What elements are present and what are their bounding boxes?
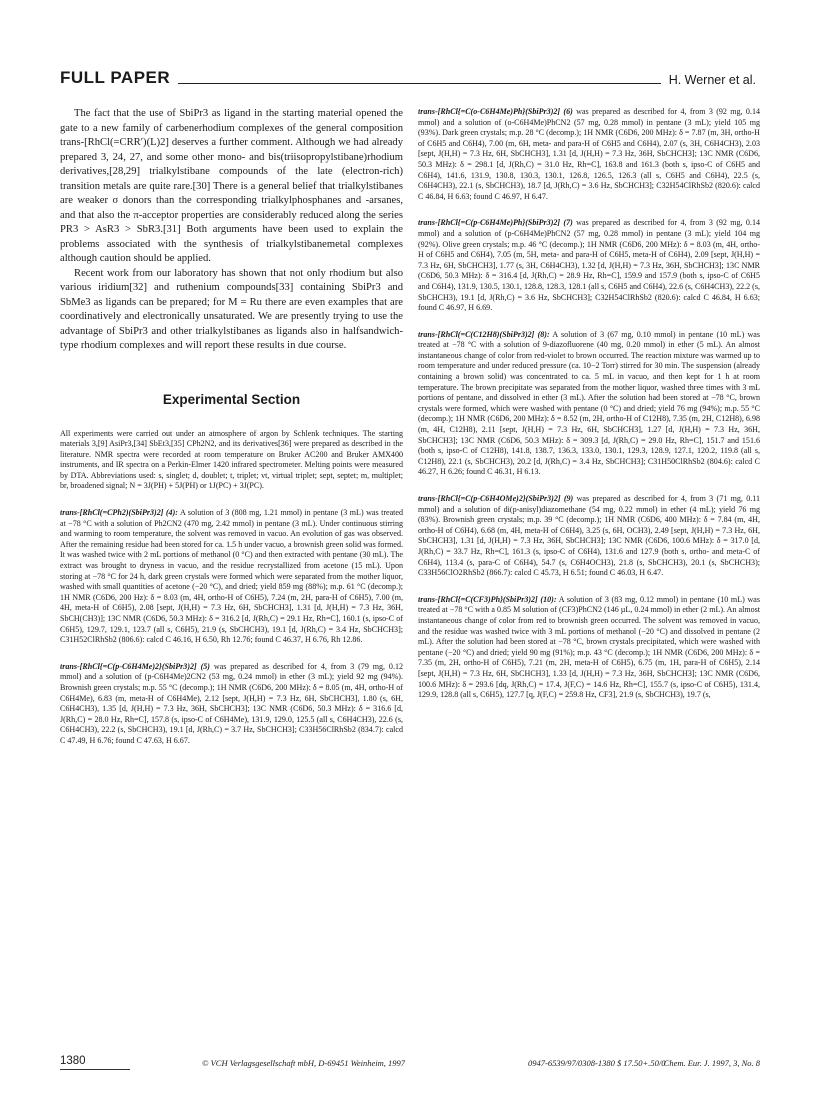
intro-paragraph: Recent work from our laboratory has shown that not only rhodium but also various iridium[32] and ruthenium compounds[33] containing SbiPr3 and SbMe3 as ligands can be prepared; for M = Ru there are even examples that are coordinatively and electronically unsaturated. We are presently trying to use the advantage of SbiPr3 and other trialkylstibanes as ligands also in halfsandwich-type rhodium complexes and will report these results in due course.: [60, 267, 403, 351]
intro-paragraph: The fact that the use of SbiPr3 as ligand in the starting material opened the gate to a new family of carbenerhodium complexes of the general composition trans-[RhCl(=CRR′)(L)2] deserves a further comment. Although we had already prepared 3, 24, 27, and some other mono- and bis(triisopropylstibane)rhodium derivatives,[28,29] trialkylstibane compounds of the late (electron-rich) transition metals are quite rare.[30] There is a general belief that trialkylstibanes are weaker σ donors than the corresponding trialkylphosphanes and -arsanes, and that also the π-acceptor properties are considerably reduced along the series PR3 > AsR3 > SbR3.[31] Both arguments have been used to explain the problems associated with the synthesis of trialkylstibanemetal complexes although caution should be applied.: [60, 108, 403, 264]
compound-entry: [418, 330, 760, 478]
compound-text: was prepared as described for 4, from 3 (71 mg, 0.11 mmol) and a solution of di(p-anisyl)diazomethane (54 mg, 0.22 mmol) in ether (4 mL); yield 76 mg (83%). Brownish green crystals; m.p. 39 °C (decomp.); 1H NMR (C6D6, 400 MHz): δ = 7.84 (m, 4H, ortho-H of C6H4), 6.68 (m, 4H, meta-H of C6H4), 3.25 (s, 6H, OCH3), 2.49 [sept, J(H,H) = 7.3 Hz, 6H, SbCHCH3], 1.31 [d, J(H,H) = 7.3 Hz, 36H, SbCHCH3]; 13C NMR (C6D6, 100.6 MHz): δ = 317.0 [d, J(Rh,C) = 33.7 Hz, Rh=C], 161.3 (s, ipso-C of C6H4), 131.6 and 127.9 (both s, ortho- and meta-C of C6H4), 113.4 (s, para-C of C6H4), 54.7 (s, C6H4OCH3), 21.8 (s, SbCHCH3), 20.1 (s, SbCHCH3); C33H56ClO2RhSb2 (866.7): calcd C 45.73, H 6.51; found C 46.03, H 6.47.: [418, 494, 760, 578]
compound-heading: trans-[RhCl{=C(CF3)Ph}(SbiPr3)2] (10):: [418, 594, 557, 604]
compound-heading: trans-[RhCl(=C(C12H8)(SbiPr3)2] (8):: [418, 329, 550, 339]
page-footer: [60, 1055, 760, 1075]
publisher-line: © VCH Verlagsgesellschaft mbH, D-69451 Weinheim, 1997: [202, 1058, 406, 1068]
compound-entry: [60, 662, 403, 747]
compound-entry: [60, 508, 403, 646]
compound-heading: trans-[RhCl{=C(p-C6H4OMe)2}(SbiPr3)2] (9): [418, 494, 574, 503]
issn-line: 0947-6539/97/0308-1380 $ 17.50+.50/0: [528, 1058, 666, 1068]
compound-text: A solution of 3 (808 mg, 1.21 mmol) in pentane (3 mL) was treated at −78 °C with a solution of Ph2CN2 (470 mg, 2.42 mmol) in pentane (3 mL). Under continuous stirring and warming to room temperature, the solvent was removed in vacuo. An evolution of gas was observed. After the remaining residue had been stored for ca. 1.5 h under vacuo, a brownish green solid was formed. It was washed twice with 2 mL portions of methanol (0 °C) and then extracted with pentane (30 mL). The extract was brought to dryness in vacuo, and the residue recrystallized from acetone (15 mL). Upon storing at −78 °C for 24 h, dark green crystals were formed which were separated from the mother liquor, washed with small quantities of acetone (−20 °C), and dried; yield 859 mg (88%); m.p. 61 °C (decomp.); 1H NMR (C6D6, 200 Hz): δ = 8.03 (m, 4H, ortho-H of C6H5), 7.24 (m, 2H, para-H of C6H5), 7.00 (m, 4H, meta-H of C6H5), 2.08 [sept, J(H,H) = 7.3 Hz, 6H, SbCHCH3], 1.31 [d, J(H,H) = 7.3 Hz, 36H, SbCH(CH3)]; 13C NMR (C6D6, 50.3 MHz): δ = 316.2 [d, J(Rh,C) = 29.1 Hz, Rh=C], 160.1 (s, ipso-C of C6H5), 129.7, 129.1, 123.7 (all s, C6H5), 21.9 (s, SbCHCH3), 19.1 [d, J(Rh,C) = 3.4 Hz, SbCHCH3]; C31H52ClRhSb2 (806.6): calcd C 46.16, H 6.50, Rh 12.76; found C 46.37, H 6.76, Rh 12.86.: [60, 508, 403, 645]
compound-heading: trans-[RhCl{=C(o-C6H4Me)Ph}(SbiPr3)2] (6): [418, 107, 573, 116]
running-header: [60, 64, 756, 88]
compound-text: A solution of 3 (83 mg, 0.12 mmol) in pentane (10 mL) was treated at −78 °C with a 0.85 M solution of (CF3)PhCN2 (146 µL, 0.24 mmol) in ether (2 mL). An almost instantaneous change of color from red to brownish green occurred. The solvent was removed in vacuo, and the residue was washed twice with 3 mL portions of methanol (−20 °C) and dissolved in pentane (2 mL). After the solution had been stored at −78 °C, brown crystals precipitated, which were washed with pentane (−20 °C) and dried; yield 90 mg (91%); m.p. 43 °C (decomp.); 1H NMR (C6D6, 200 MHz): δ = 7.35 (m, 2H, ortho-H of C6H5), 7.21 (m, 2H, meta-H of C6H5), 6.75 (m, 1H, para-H of C6H5), 2.14 [sept, J(H,H) = 7.3 Hz, 6H, SbCHCH3], 1.33 [d, J(H,H) = 7.3 Hz, 36H, SbCHCH3]; 13C NMR (C6D6, 100.6 MHz): δ = 293.6 [dq, J(Rh,C) = 17.4, J(F,C) = 14.6 Hz, Rh=C], 155.7 (s, ipso-C of C6H5), 131.4, 129.9, 128.8 (all s, C6H5), 127.7 [q, J(F,C) = 259.8 Hz, CF3], 21.9 (s, SbCHCH3), 19.7 (s,: [418, 594, 760, 700]
section-label: FULL PAPER: [60, 68, 171, 87]
compound-heading: trans-[RhCl{=C(p-C6H4Me)2}(SbiPr3)2] (5): [60, 661, 210, 671]
journal-citation: Chem. Eur. J. 1997, 3, No. 8: [663, 1058, 760, 1068]
section-title: Experimental Section: [162, 391, 301, 407]
general-methods: All experiments were carried out under an atmosphere of argon by Schlenk techniques. The starting materials 3,[9] AsiPr3,[34] SbEt3,[35] CPh2N2, and its derivatives[36] were prepared as described in the literature. NMR spectra were recorded at room temperature on Bruker AC200 and Bruker AMX400 instruments, and IR spectra on a Perkin-Elmer 1420 infrared spectrometer. Melting points were measured by DTA. Abbreviations used: s, singlet; d, doublet; t, triplet; vt, virtual triplet; sept, septet; m, multiplet; br, broadened signal; N = 3J(PH) + 5J(PH) or 1J(PC) + 3J(PC).: [60, 428, 403, 491]
compound-heading: trans-[RhCl{=C(p-C6H4Me)Ph}(SbiPr3)2] (7): [418, 218, 573, 228]
compound-heading: trans-[RhCl(=CPh2)(SbiPr3)2] (4):: [60, 508, 178, 518]
page-number: 1380: [60, 1055, 86, 1067]
header-rule: [178, 83, 661, 84]
compound-text: was prepared as described for 4, from 3 (92 mg, 0.14 mmol) and a solution of (o-C6H4Me)PhCN2 (57 mg, 0.28 mmol) in pentane (3 mL); yield 105 mg (93%). Dark green crystals; m.p. 28 °C (decomp.); 1H NMR (C6D6, 200 MHz): δ = 7.87 (m, 3H, ortho-H of C6H5 and C6H4), 7.00 (m, 6H, meta- and para-H of C6H5 and C6H4), 2.07 (s, 3H, C6H4CH3), 2.03 [sept, J(H,H) = 7.3 Hz, 6H, SbCHCH3], 1.31 [d, J(H,H) = 7.3 Hz, 36H, SbCHCH3]; 13C NMR (C6D6, 50.3 MHz): δ = 298.1 [d, J(Rh,C) = 31.0 Hz, Rh=C], 163.8 and 161.3 (both s, ipso-C of C6H5 and C6H4), 141.6, 131.9, 130.8, 130.3, 130.1, 126.8, 126.5, 126.3 (all s, C6H5 and C6H4), 22.5 (s, C6H4CH3), 22.1 (s, SbCHCH3), 18.7 [d, J(Rh,C) = 3.6 Hz, SbCHCH3]; C32H54ClRhSb2 (820.6): calcd C 46.84, H 6.63; found C 46.97, H 6.47.: [418, 107, 760, 201]
footer-rule: [60, 1069, 130, 1070]
compound-entry: [418, 595, 760, 701]
compound-entry: [418, 107, 760, 202]
compound-entry: [418, 218, 760, 313]
right-column: [418, 107, 760, 701]
compound-text: was prepared as described for 4, from 3 (92 mg, 0.14 mmol) and a solution of (p-C6H4Me)PhCN2 (57 mg, 0.28 mmol) in pentane (3 mL); yield 104 mg (92%). Olive green crystals; m.p. 46 °C (decomp.); 1H NMR (C6D6, 200 MHz): δ = 8.03 (m, 4H, ortho-H of C6H5 and C6H4), 7.05 (m, 5H, meta- and para-H of C6H5, meta-H of C6H4), 2.09 [sept, J(H,H) = 7.3 Hz, 6H, SbCHCH3], 1.77 (s, 3H, C6H4CH3), 1.32 [d, J(H,H) = 7.3 Hz, 36H, SbCHCH3]; 13C NMR (C6D6, 50.3 MHz): δ = 316.4 [d, J(Rh,C) = 28.9 Hz, Rh=C], 159.9 and 157.9 (both s, ipso-C of C6H5 and C6H4), 131.9, 130.5, 130.1, 128.8, 128.3, 128.1 (all s, C6H5 and C6H4), 22.6 (s, C6H4CH3), 22.2 (s, SbCHCH3), 19.1 [d, J(Rh,C) = 3.6 Hz, SbCHCH3]; C32H54ClRhSb2 (820.6): calcd C 46.84, H 6.63; found C 46.97, H 6.69.: [418, 218, 760, 313]
left-column: [60, 107, 403, 747]
compound-text: A solution of 3 (67 mg, 0.10 mmol) in pentane (10 mL) was treated at −78 °C with a solution of 9-diazofluorene (40 mg, 0.20 mmol) in ether (5 mL). An almost instantaneous change of color from red-violet to brown occurred. The reaction mixture was warmed up to room temperature and under reduced pressure (ca. 10−2 Torr) stirred for 30 min. The suspension (already containing a brown solid) was concentrated to ca. 5 mL in vacuo, and then kept for 1 h at room temperature. The brown precipitate was separated from the mother liquor, washed three times with 3 mL portions of pentane, and dissolved in ether (3 mL). After the solution had been stored at −78 °C, brown crystals were formed, which were washed with pentane (0 °C) and dried; yield 76 mg (94%); m.p. 55 °C (decomp.); 1H NMR (C6D6, 200 MHz): δ = 8.52 (m, 2H, ortho-H of C12H8), 7.35 (m, 2H, C12H8), 6.98 (m, 4H, C12H8), 2.11 [sept, J(H,H) = 7.3 Hz, 6H, SbCHCH3], 1.27 [d, J(H,H) = 7.3 Hz, 36H, SbCHCH3]; 13C NMR (C6D6, 50.3 MHz): δ = 309.3 [d, J(Rh,C) = 29.0 Hz, Rh=C], 151.7 and 151.6 (both s, ipso-C of C12H8), 141.8, 138.7, 136.3, 133.0, 130.1, 129.3, 128.9, 127.1, 120.2, 119.8 (all s, C12H8), 22.1 (s, SbCHCH3), 20.2 [d, J(Rh,C) = 3.4 Hz, SbCHCH3]; C31H50ClRhSb2 (804.6): calcd C 46.27, H 6.26; found C 46.31, H 6.13.: [418, 329, 760, 477]
compound-entry: [418, 494, 760, 579]
author-line: H. Werner et al.: [668, 73, 756, 87]
compound-text: was prepared as described for 4, from 3 (79 mg, 0.12 mmol) and a solution of (p-C6H4Me)2CN2 (53 mg, 0.24 mmol) in ether (3 mL); yield 92 mg (94%). Brownish green crystals; m.p. 55 °C (decomp.); 1H NMR (C6D6, 200 MHz): δ = 8.05 (m, 4H, ortho-H of C6H4Me), 6.83 (m, meta-H of C6H4Me), 2.12 [sept, J(H,H) = 7.3 Hz, 6H, SbCHCH3], 1.80 (s, 6H, C6H4CH3), 1.35 [d, J(H,H) = 7.3 Hz, 36H, SbCHCH3]; 13C NMR (C6D6, 50.3 MHz): δ = 316.6 [d, J(Rh,C) = 28.0 Hz, Rh=C], 157.8 (s, ipso-C of C6H4Me), 131.9, 129.0, 125.5 (all s, C6H4CH3), 22.6 (s, C6H4CH3), 22.2 (s, SbCHCH3), 19.1 [d, J(Rh,C) = 3.7 Hz, SbCHCH3]; C33H56ClRhSb2 (834.7): calcd C 47.49, H 6.76; found C 47.63, H 6.67.: [60, 661, 404, 745]
